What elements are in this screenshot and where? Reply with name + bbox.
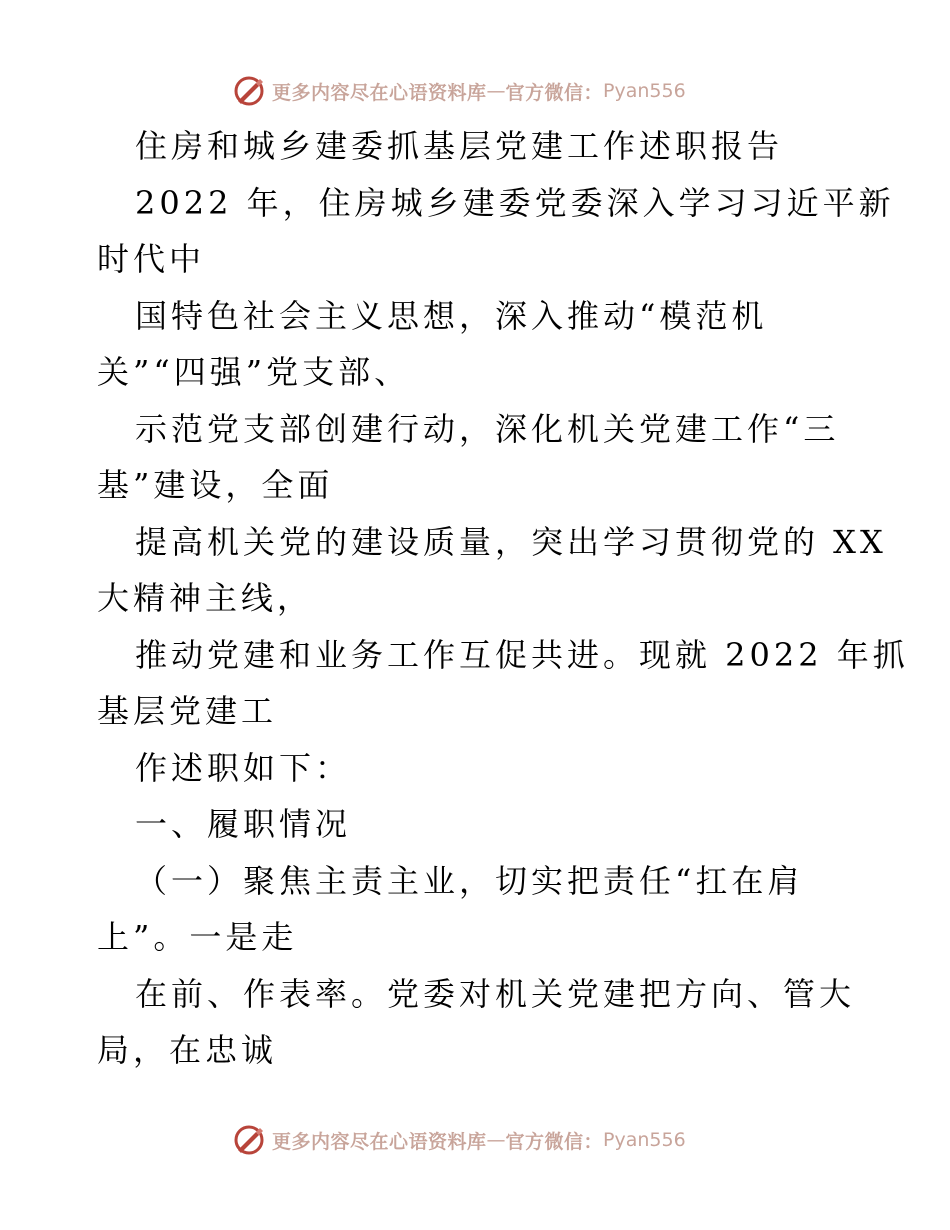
paragraph-line: 示范党支部创建行动，深化机关党建工作“三 xyxy=(135,409,840,448)
watermark-site-text: 更多内容尽在心语资料库 xyxy=(272,81,487,104)
paragraph-line: 国特色社会主义思想，深入推动“模范机 xyxy=(135,296,768,335)
paragraph-line: 在前、作表率。党委对机关党建把方向、管大 xyxy=(135,974,856,1013)
watermark-contact-label: 官方微信： xyxy=(505,1130,604,1153)
watermark-account: Pyan556 xyxy=(603,1129,686,1151)
watermark-site-text: 更多内容尽在心语资料库 xyxy=(272,1130,487,1153)
watermark-header xyxy=(232,71,686,111)
watermark-contact-label: 官方微信： xyxy=(505,81,604,104)
watermark-dash: — xyxy=(486,80,506,102)
watermark-footer xyxy=(232,1120,686,1160)
subsection-heading: （一）聚焦主责主业，切实把责任“扛在肩 xyxy=(135,861,804,900)
paragraph-line: 提高机关党的建设质量，突出学习贯彻党的 XX xyxy=(135,522,887,561)
document-title: 住房和城乡建委抓基层党建工作述职报告 xyxy=(135,127,784,165)
paragraph-line: 基”建设，全面 xyxy=(97,466,334,504)
paragraph-line: 局，在忠诚 xyxy=(97,1031,278,1069)
paragraph-line: 基层党建工 xyxy=(97,692,278,730)
pen-logo-icon xyxy=(232,74,266,108)
paragraph-line: 作述职如下： xyxy=(135,748,352,787)
paragraph-line: 时代中 xyxy=(97,240,206,278)
paragraph-line: 上”。一是走 xyxy=(97,918,298,956)
section-heading: 一、履职情况 xyxy=(135,805,352,843)
watermark-account: Pyan556 xyxy=(603,80,686,102)
watermark-dash: — xyxy=(486,1129,506,1151)
document-body xyxy=(97,118,909,1079)
paragraph-line: 大精神主线， xyxy=(97,579,314,617)
paragraph-line: 2022 年，住房城乡建委党委深入学习习近平新 xyxy=(135,183,895,222)
pen-logo-icon xyxy=(232,1123,266,1157)
paragraph-line: 关”“四强”党支部、 xyxy=(97,353,411,391)
paragraph-line: 推动党建和业务工作互促共进。现就 2022 年抓 xyxy=(135,635,909,674)
